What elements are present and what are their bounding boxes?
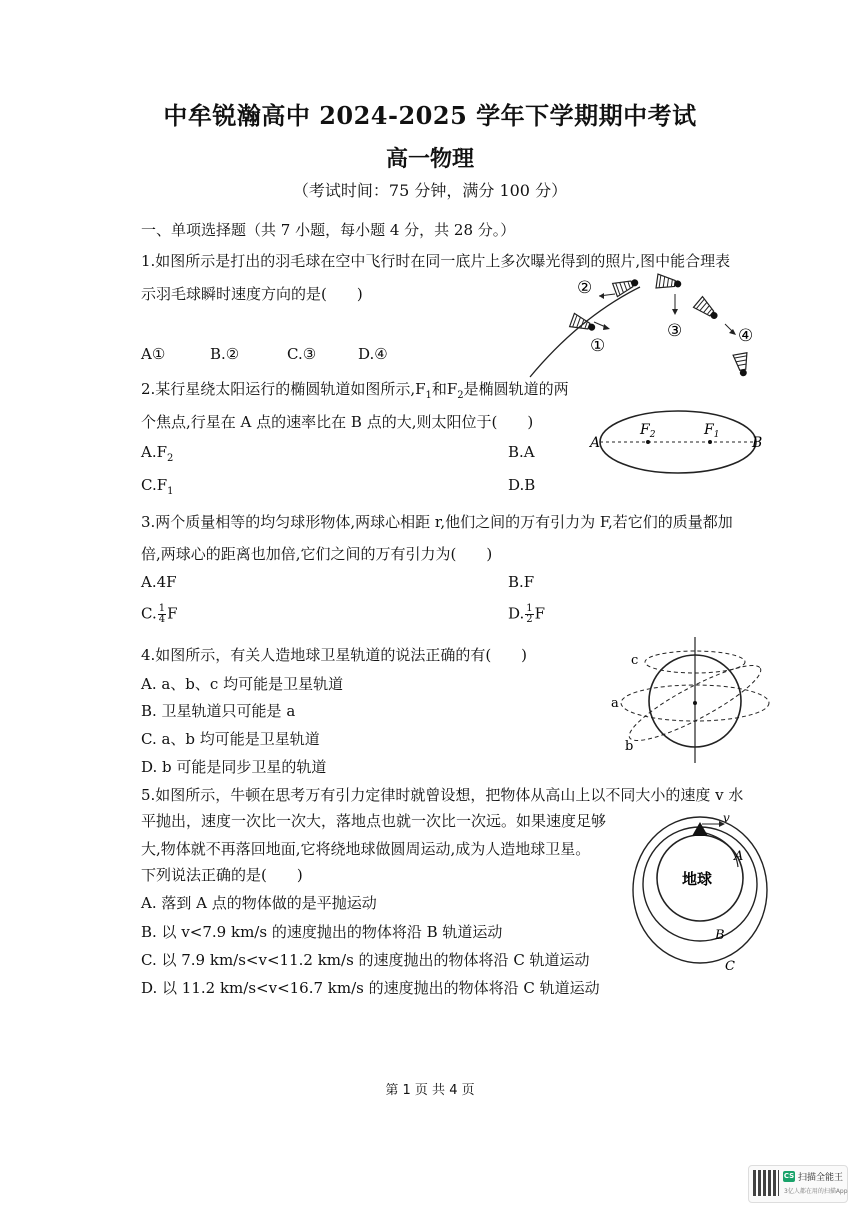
q2-option-c: $C.F_1$ — [141, 476, 174, 497]
q4-option-a: A. a、b、c 均可能是卫星轨道 — [141, 675, 344, 693]
qr-code-icon — [753, 1170, 779, 1196]
q1-label-2: ② — [577, 278, 593, 298]
q3-line1: 3.两个质量相等的均匀球形物体,两球心相距 r,他们之间的万有引力为 F,若它们的质量都加 — [141, 513, 733, 531]
q5-line2: 平抛出，速度一次比一次大，落地点也就一次比一次远。如果速度足够 — [141, 812, 607, 830]
q4-option-c: C. a、b 均可能是卫星轨道 — [141, 730, 320, 748]
q5-option-d: D. 以 11.2 km/s<v<16.7 km/s 的速度抛出的物体将沿 C 轨道运动 — [141, 979, 600, 997]
q1-option-c: C.③ — [287, 345, 317, 363]
q5-option-c: C. 以 7.9 km/s<v<11.2 km/s 的速度抛出的物体将沿 C 轨道运动 — [141, 951, 590, 969]
q3-option-a: A.4F — [141, 573, 177, 591]
scanner-slogan: 3亿人都在用的扫描App — [784, 1188, 848, 1195]
ellipse-label-a: A — [590, 435, 601, 451]
q1-label-3: ③ — [667, 321, 683, 341]
ellipse-orbit-figure — [588, 405, 768, 480]
exam-title: 中牟锐瀚高中 2024-2025 学年下学期期中考试 — [163, 101, 697, 130]
q5-option-b: B. 以 v<7.9 km/s 的速度抛出的物体将沿 B 轨道运动 — [141, 923, 503, 941]
q1-label-1: ① — [590, 336, 606, 356]
satellite-orbits-figure — [605, 635, 780, 765]
exam-info: （考试时间：75 分钟，满分 100 分） — [292, 181, 568, 200]
q3-option-b: B.F — [508, 573, 535, 591]
cannon-label-a: A — [734, 849, 744, 864]
q2-line2: 个焦点,行星在 A 点的速率比在 B 点的大,则太阳位于( ) — [141, 413, 534, 431]
orbit-label-c: c — [631, 653, 639, 668]
cannon-label-c: C — [725, 959, 735, 974]
q1-option-a: A① — [141, 345, 166, 363]
scanner-logo: CS — [783, 1172, 795, 1180]
cannon-label-v: v — [723, 812, 730, 825]
orbit-label-b: b — [625, 739, 634, 754]
section-heading: 一、单项选择题（共 7 小题，每小题 4 分，共 28 分。） — [141, 221, 516, 239]
subject-title: 高一物理 — [385, 146, 474, 172]
q2-option-d: D.B — [508, 476, 536, 494]
q2-option-a: $A.F_2$ — [141, 443, 174, 464]
ellipse-label-f1: $F_1$ — [704, 422, 720, 440]
q4-option-d: D. b 可能是同步卫星的轨道 — [141, 758, 327, 776]
q5-line4: 下列说法正确的是( ) — [141, 866, 303, 884]
page-number: 第 1 页 共 4 页 — [385, 1083, 475, 1098]
q5-line1: 5.如图所示，牛顿在思考万有引力定律时就曾设想，把物体从高山上以不同大小的速度 v 水 — [141, 786, 744, 804]
q2-option-b: B.A — [508, 443, 535, 461]
q5-line3: 大,物体就不再落回地面,它将绕地球做圆周运动,成为人造地球卫星。 — [141, 840, 591, 858]
scanner-watermark — [748, 1165, 848, 1203]
q2-line1: 2.某行星绕太阳运行的椭圆轨道如图所示$,F_1$和$F_2$是椭圆轨道的两 — [141, 380, 569, 401]
ellipse-label-b: B — [752, 435, 763, 451]
orbit-label-a: a — [611, 696, 619, 711]
q5-option-a: A. 落到 A 点的物体做的是平抛运动 — [141, 894, 377, 912]
q1-line1: 1.如图所示是打出的羽毛球在空中飞行时在同一底片上多次曝光得到的照片,图中能合理表 — [141, 252, 731, 270]
cannon-label-earth: 地球 — [682, 870, 713, 888]
q3-option-c: C. $\frac{1}{4}$ F — [141, 603, 178, 625]
q4-option-b: B. 卫星轨道只可能是 a — [141, 702, 296, 720]
q1-option-d: D.④ — [358, 345, 388, 363]
ellipse-label-f2: $F_2$ — [640, 422, 656, 440]
q1-line2: 示羽毛球瞬时速度方向的是( ) — [141, 285, 363, 303]
q4-line1: 4.如图所示，有关人造地球卫星轨道的说法正确的有( ) — [141, 646, 528, 664]
q1-option-b: B.② — [210, 345, 240, 363]
q1-label-4: ④ — [738, 326, 754, 346]
q3-option-d: D. $\frac{1}{2}$ F — [508, 603, 546, 625]
cannon-label-b: B — [715, 928, 725, 943]
q3-line2: 倍,两球心的距离也加倍,它们之间的万有引力为( ) — [141, 545, 493, 563]
newton-cannon-figure — [630, 812, 780, 977]
scanner-name: 扫描全能王 — [798, 1173, 844, 1183]
shuttlecock-figure — [520, 262, 790, 382]
